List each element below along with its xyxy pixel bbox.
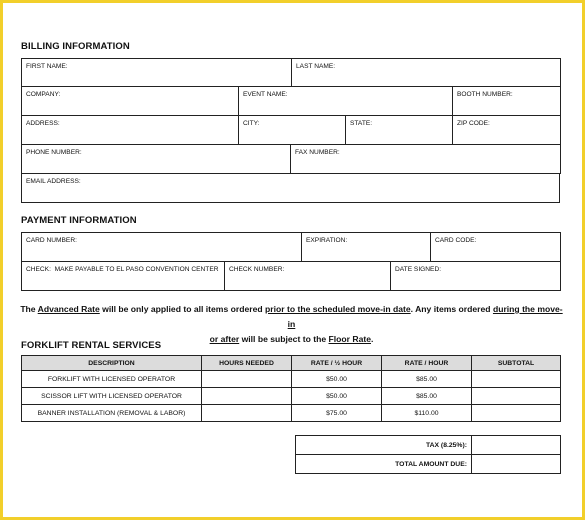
first-name-field[interactable] (22, 59, 292, 87)
fax-number-field[interactable] (291, 145, 561, 174)
address-label: ADDRESS: (26, 120, 60, 127)
payment-form-row2 (21, 261, 561, 291)
check-number-field[interactable] (225, 262, 391, 291)
payment-section-title: PAYMENT INFORMATION (21, 215, 137, 226)
billing-form-row3 (21, 115, 561, 145)
company-field[interactable] (22, 87, 239, 116)
row-description: BANNER INSTALLATION (REMOVAL & LABOR) (22, 405, 202, 422)
tax-value-cell[interactable] (472, 436, 561, 455)
header-rate-hour: RATE / HOUR (382, 356, 472, 371)
note-or-after: or after (209, 334, 240, 344)
table-row (22, 371, 561, 388)
booth-number-field[interactable] (453, 87, 561, 116)
zip-code-label: ZIP CODE: (457, 120, 490, 127)
total-amount-due-cell[interactable] (472, 455, 561, 474)
note-prior: prior to the scheduled move-in date (265, 304, 411, 314)
subtotal-cell[interactable] (472, 405, 561, 422)
billing-form (21, 58, 561, 87)
forklift-table (21, 355, 561, 422)
phone-number-field[interactable] (22, 145, 291, 174)
booth-number-label: BOOTH NUMBER: (457, 91, 513, 98)
note-text-3: . Any items ordered (410, 304, 493, 314)
last-name-label: LAST NAME: (296, 63, 336, 70)
billing-section-title: BILLING INFORMATION (21, 41, 130, 52)
note-text-1: The (20, 304, 38, 314)
note-during: during the move-in (287, 304, 563, 329)
fax-number-label: FAX NUMBER: (295, 149, 340, 156)
first-name-label: FIRST NAME: (26, 63, 68, 70)
row-description: SCISSOR LIFT WITH LICENSED OPERATOR (22, 388, 202, 405)
billing-form-row5 (21, 173, 560, 203)
header-description: DESCRIPTION (22, 356, 202, 371)
row-description: FORKLIFT WITH LICENSED OPERATOR (22, 371, 202, 388)
rate-hour-cell: $110.00 (382, 405, 472, 422)
hours-needed-cell[interactable] (202, 371, 292, 388)
zip-code-field[interactable] (453, 116, 561, 145)
card-code-label: CARD CODE: (435, 237, 477, 244)
subtotal-cell[interactable] (472, 388, 561, 405)
date-signed-label: DATE SIGNED: (395, 266, 442, 273)
city-label: CITY: (243, 120, 260, 127)
state-label: STATE: (350, 120, 373, 127)
address-field[interactable] (22, 116, 239, 145)
card-code-field[interactable] (431, 233, 561, 262)
table-row (22, 388, 561, 405)
note-text-5: . (371, 334, 374, 344)
card-number-label: CARD NUMBER: (26, 237, 77, 244)
date-signed-field[interactable] (391, 262, 561, 291)
check-label: CHECK: (26, 266, 51, 273)
rate-hour-cell: $85.00 (382, 371, 472, 388)
expiration-field[interactable] (302, 233, 431, 262)
check-field[interactable] (22, 262, 225, 291)
city-field[interactable] (239, 116, 346, 145)
total-amount-due-label: TOTAL AMOUNT DUE: (296, 455, 472, 474)
hours-needed-cell[interactable] (202, 388, 292, 405)
last-name-field[interactable] (292, 59, 561, 87)
rate-half-hour-cell: $50.00 (292, 371, 382, 388)
totals-table (295, 435, 561, 474)
rate-half-hour-cell: $75.00 (292, 405, 382, 422)
email-address-field[interactable] (22, 174, 560, 203)
expiration-label: EXPIRATION: (306, 237, 348, 244)
header-subtotal: SUBTOTAL (472, 356, 561, 371)
rate-hour-cell: $85.00 (382, 388, 472, 405)
rate-half-hour-cell: $50.00 (292, 388, 382, 405)
subtotal-cell[interactable] (472, 371, 561, 388)
note-text-4: will be subject to the (239, 334, 329, 344)
event-name-label: EVENT NAME: (243, 91, 288, 98)
billing-form-row2 (21, 86, 561, 116)
note-text-2: will be only applied to all items ordered (99, 304, 265, 314)
tax-label: TAX (8.25%): (296, 436, 472, 455)
event-name-field[interactable] (239, 87, 453, 116)
state-field[interactable] (346, 116, 453, 145)
check-payable-note: MAKE PAYABLE TO EL PASO CONVENTION CENTER (54, 266, 219, 273)
hours-needed-cell[interactable] (202, 405, 292, 422)
phone-number-label: PHONE NUMBER: (26, 149, 82, 156)
header-hours-needed: HOURS NEEDED (202, 356, 292, 371)
table-row (22, 405, 561, 422)
company-label: COMPANY: (26, 91, 61, 98)
payment-form-row1 (21, 232, 561, 262)
billing-form-row4 (21, 144, 561, 174)
note-advanced-rate: Advanced Rate (37, 304, 100, 314)
header-rate-half-hour: RATE / ½ HOUR (292, 356, 382, 371)
card-number-field[interactable] (22, 233, 302, 262)
forklift-section-title: FORKLIFT RENTAL SERVICES (21, 340, 162, 351)
forklift-table-header (22, 356, 561, 371)
check-number-label: CHECK NUMBER: (229, 266, 285, 273)
email-address-label: EMAIL ADDRESS: (26, 178, 81, 185)
note-floor-rate: Floor Rate (328, 334, 371, 344)
